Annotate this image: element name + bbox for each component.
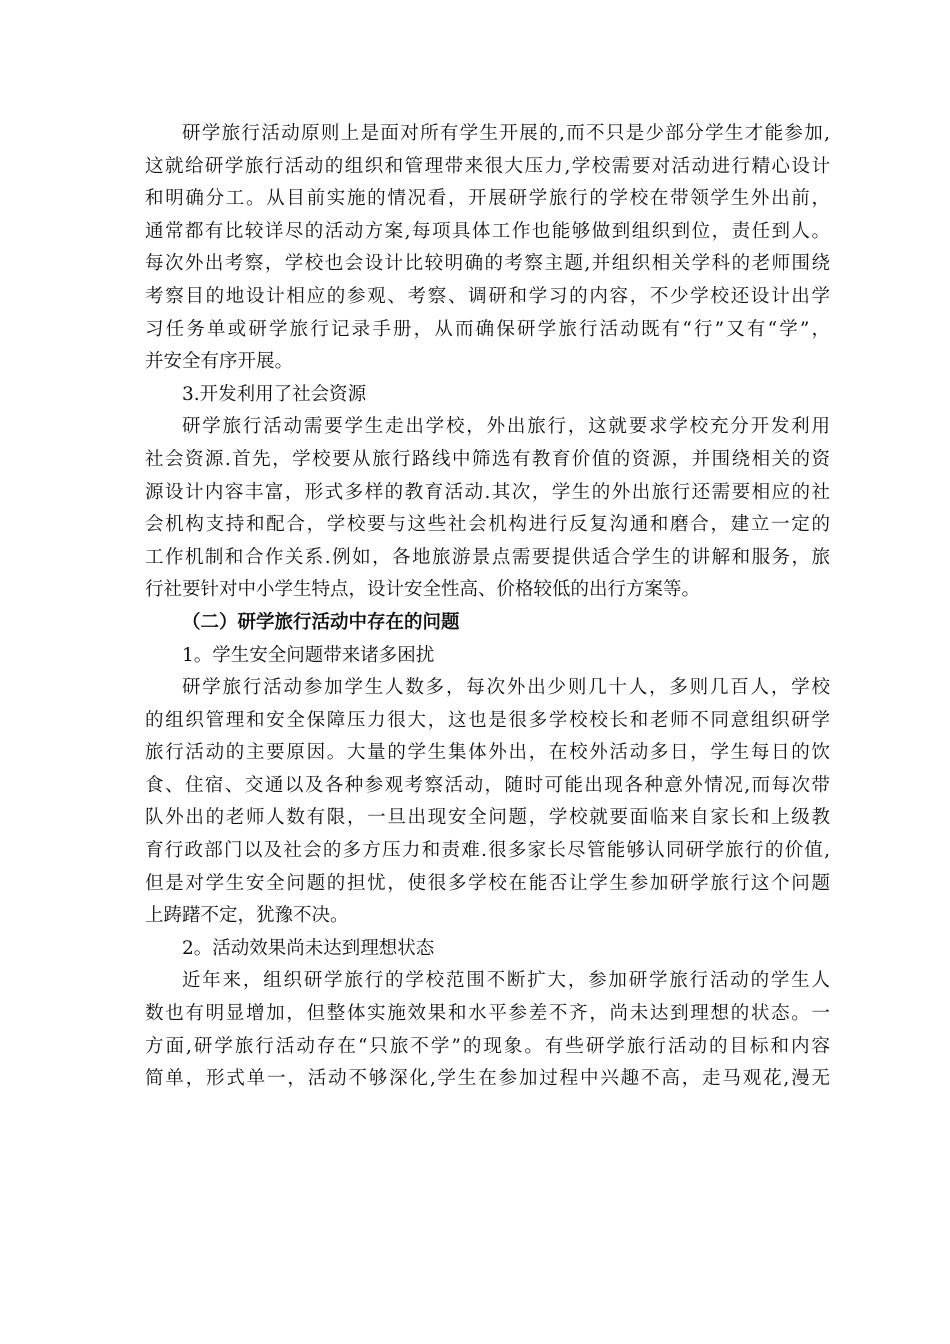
paragraph bbox=[145, 965, 830, 1095]
text-line: 上踌躇不定，犹豫不决。 bbox=[145, 905, 349, 927]
paragraph bbox=[145, 672, 830, 933]
text-line: 简单，形式单一，活动不够深化,学生在参加过程中兴趣不高，走马观花,漫无 bbox=[145, 1068, 830, 1090]
text-line: 并安全有序开展。 bbox=[145, 351, 294, 373]
text-line: 近年来，组织研学旅行的学校范围不断扩大，参加研学旅行活动的学生人 bbox=[182, 970, 830, 992]
text-line: 会机构支持和配合，学校要与这些社会机构进行反复沟通和磨合，建立一定的 bbox=[145, 514, 830, 536]
text-line: 通常都有比较详尽的活动方案,每项具体工作也能够做到组织到位，责任到人。 bbox=[145, 220, 830, 242]
paragraph bbox=[145, 118, 830, 379]
text-line: 方面,研学旅行活动存在“只旅不学”的现象。有些研学旅行活动的目标和内容 bbox=[145, 1035, 830, 1057]
text-line: 和明确分工。从目前实施的情况看，开展研学旅行的学校在带领学生外出前， bbox=[145, 188, 830, 210]
text-line: 数也有明显增加，但整体实施效果和水平参差不齐，尚未达到理想的状态。一 bbox=[145, 1003, 830, 1025]
text-line: 研学旅行活动参加学生人数多，每次外出少则几十人，多则几百人，学校 bbox=[182, 677, 830, 699]
section-heading bbox=[145, 607, 830, 640]
text-line: 2。活动效果尚未达到理想状态 bbox=[182, 937, 435, 959]
text-line: 工作机制和合作关系.例如，各地旅游景点需要提供适合学生的讲解和服务，旅 bbox=[145, 546, 830, 568]
text-line: 研学旅行活动需要学生走出学校，外出旅行，这就要求学校充分开发利用 bbox=[182, 416, 830, 438]
text-line: 这就给研学旅行活动的组织和管理带来很大压力,学校需要对活动进行精心设计 bbox=[145, 155, 830, 177]
text-line: 旅行活动的主要原因。大量的学生集体外出，在校外活动多日，学生每日的饮 bbox=[145, 742, 830, 764]
text-line: 的组织管理和安全保障压力很大，这也是很多学校校长和老师不同意组织研学 bbox=[145, 709, 830, 731]
subheading bbox=[145, 933, 830, 966]
text-line: 育行政部门以及社会的多方压力和责难.很多家长尽管能够认同研学旅行的价值, bbox=[145, 840, 830, 862]
text-line: 1。学生安全问题带来诸多困扰 bbox=[182, 644, 435, 666]
text-line: 队外出的老师人数有限，一旦出现安全问题，学校就要面临来自家长和上级教 bbox=[145, 807, 830, 829]
text-line: 行社要针对中小学生特点，设计安全性高、价格较低的出行方案等。 bbox=[145, 579, 701, 601]
text-line: 3.开发利用了社会资源 bbox=[182, 383, 367, 405]
text-line: 每次外出考察，学校也会设计比较明确的考察主题,并组织相关学科的老师围绕 bbox=[145, 253, 830, 275]
subheading bbox=[145, 379, 830, 412]
text-line: 研学旅行活动原则上是面对所有学生开展的,而不只是少部分学生才能参加, bbox=[182, 123, 830, 144]
text-line: 习任务单或研学旅行记录手册，从而确保研学旅行活动既有“行”又有“学”， bbox=[145, 318, 830, 340]
text-line: 源设计内容丰富，形式多样的教育活动.其次，学生的外出旅行还需要相应的社 bbox=[145, 481, 830, 503]
document-page bbox=[145, 118, 830, 1096]
text-line: 社会资源.首先，学校要从旅行路线中筛选有教育价值的资源，并围绕相关的资 bbox=[145, 448, 830, 470]
text-line: 考察目的地设计相应的参观、考察、调研和学习的内容，不少学校还设计出学 bbox=[145, 285, 830, 307]
subheading bbox=[145, 640, 830, 673]
paragraph bbox=[145, 411, 830, 607]
text-line: （二）研学旅行活动中存在的问题 bbox=[182, 611, 460, 633]
text-line: 食、住宿、交通以及各种参观考察活动，随时可能出现各种意外情况,而每次带 bbox=[145, 774, 830, 796]
text-line: 但是对学生安全问题的担忧，使很多学校在能否让学生参加研学旅行这个问题 bbox=[145, 872, 830, 894]
